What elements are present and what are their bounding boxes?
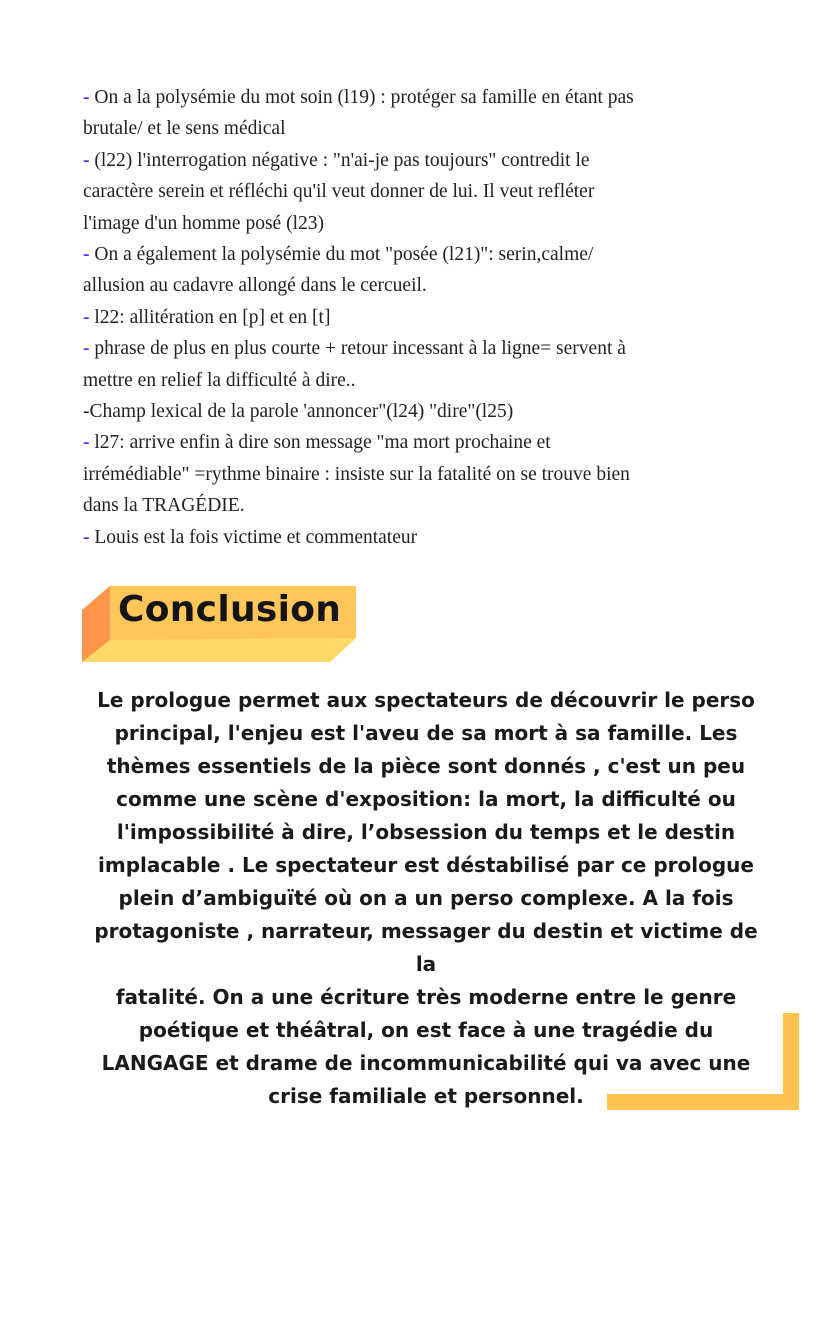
corner-horizontal-bar bbox=[607, 1094, 799, 1110]
bullet-dash: - bbox=[83, 149, 90, 171]
bullet-dash: - bbox=[83, 432, 90, 454]
bullet-dash: - bbox=[83, 87, 90, 108]
note-text: l27: arrive enfin à dire son message "ma mort prochaine et irrémédiable" =rythme binaire : insiste sur la fatalité on se trouve bien dans la TRAGÉDIE. bbox=[83, 432, 630, 517]
note-item bbox=[83, 396, 773, 427]
note-item bbox=[83, 333, 773, 396]
note-item bbox=[83, 427, 773, 521]
bullet-dash: - bbox=[83, 526, 90, 548]
note-item bbox=[83, 82, 773, 145]
bullet-dash: - bbox=[83, 244, 90, 266]
note-text: On a la polysémie du mot soin (l19) : protéger sa famille en étant pas brutale/ et le sens médical bbox=[83, 87, 634, 140]
note-text: Louis est la fois victime et commentateur bbox=[89, 526, 418, 548]
banner-bottom-strip bbox=[82, 638, 356, 662]
note-item bbox=[83, 522, 773, 553]
note-text: On a également la polysémie du mot "posée (l21)": serin,calme/ allusion au cadavre allongé dans le cercueil. bbox=[83, 244, 594, 297]
bullet-dash: - bbox=[83, 306, 90, 328]
conclusion-title: Conclusion bbox=[118, 589, 342, 630]
note-item bbox=[83, 145, 773, 239]
analysis-notes bbox=[83, 82, 773, 553]
note-text: l22: allitération en [p] et en [t] bbox=[89, 306, 331, 328]
bullet-dash: - bbox=[83, 338, 90, 360]
note-text: -Champ lexical de la parole 'annoncer"(l24) "dire"(l25) bbox=[83, 401, 514, 423]
conclusion-text: Le prologue permet aux spectateurs de découvrir le perso principal, l'enjeu est l'aveu de sa mort à sa famille. Les thèmes essentiels de la pièce sont donnés , c'est un peu comme une scène d'exposition: la mort, la difficulté ou l'impossibilité à dire, l’obsession du temps et le destin implacable . Le spectateur est déstabilisé par ce prologue plein d’ambiguïté où on a un perso complexe. A la fois protagoniste , narrateur, messager du destin et victime de la fatalité. On a une écriture très moderne entre le genre poétique et théâtral, on est face à une tragédie du LANGAGE et drame de incommunicabilité qui va avec une crise familiale et personnel. bbox=[94, 688, 758, 1108]
corner-bracket-decoration bbox=[607, 1013, 799, 1110]
conclusion-heading-banner bbox=[82, 586, 356, 662]
note-item bbox=[83, 239, 773, 302]
note-text: (l22) l'interrogation négative : "n'ai-je pas toujours" contredit le caractère serein et réfléchi qu'il veut donner de lui. Il veut refléter l'image d'un homme posé (l23) bbox=[83, 149, 595, 234]
note-text: phrase de plus en plus courte + retour incessant à la ligne= servent à mettre en relief la difficulté à dire.. bbox=[83, 338, 626, 391]
note-item bbox=[83, 302, 773, 333]
